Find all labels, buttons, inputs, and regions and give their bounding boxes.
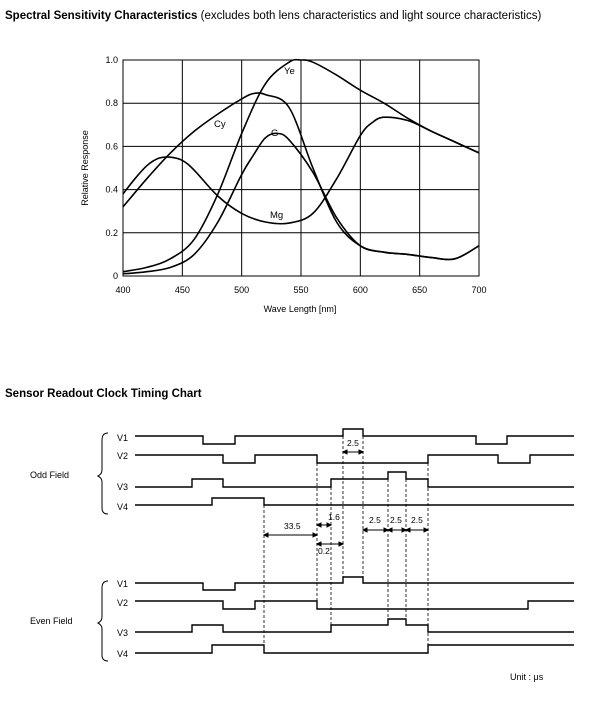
even-v4-waveform — [135, 645, 574, 653]
dim-label-33-5: 33.5 — [284, 521, 301, 531]
dim-label-0-2: 0.2 — [318, 546, 330, 556]
x-tick-label: 650 — [412, 285, 428, 295]
odd-v4-label: V4 — [117, 502, 129, 512]
even-v4-label: V4 — [117, 649, 129, 659]
odd-v3-waveform — [135, 472, 574, 487]
spectral-title-bold: Spectral Sensitivity Characteristics — [5, 10, 198, 22]
x-tick-label: 450 — [174, 285, 190, 295]
y-tick-label: 0.2 — [105, 227, 118, 238]
even-v3-waveform — [135, 619, 574, 632]
timing-unit-label: Unit : μs — [510, 672, 544, 682]
even-v2-label: V2 — [117, 598, 129, 608]
series-label-cy: Cy — [214, 119, 226, 130]
series-label-mg: Mg — [270, 210, 284, 221]
even-v1-label: V1 — [117, 579, 129, 589]
odd-v4-waveform — [135, 498, 574, 505]
odd-v3-label: V3 — [117, 482, 129, 492]
y-tick-label: 0.6 — [105, 141, 118, 152]
y-tick-label: 0.4 — [105, 184, 118, 195]
y-tick-label: 1.0 — [105, 55, 118, 65]
series-label-ye: Ye — [284, 66, 295, 77]
spectral-y-axis-label: Relative Response — [80, 130, 90, 206]
x-tick-label: 700 — [471, 285, 487, 295]
timing-title-text: Sensor Readout Clock Timing Chart — [5, 388, 202, 400]
spectral-x-axis-label: Wave Length [nm] — [263, 304, 337, 314]
timing-guide-lines — [264, 436, 428, 653]
dim-label-2-5-top: 2.5 — [347, 438, 359, 448]
dim-label-2-5-b: 2.5 — [390, 515, 402, 525]
even-v2-waveform — [135, 601, 574, 609]
spectral-title-note: (excludes both lens characteristics and light source characteristics) — [200, 10, 542, 22]
x-tick-label: 400 — [115, 285, 131, 295]
odd-field-bracket — [98, 433, 108, 514]
dim-label-1-6: 1.6 — [328, 512, 340, 522]
series-label-g: G — [271, 128, 279, 139]
odd-v2-label: V2 — [117, 451, 129, 461]
y-tick-label: 0.8 — [105, 98, 118, 109]
timing-dimension-arrows — [264, 450, 428, 546]
even-v3-label: V3 — [117, 628, 129, 638]
even-field-bracket — [98, 581, 108, 661]
even-v1-waveform — [135, 577, 574, 590]
y-tick-label: 0 — [112, 271, 118, 281]
x-tick-label: 550 — [293, 285, 309, 295]
x-tick-label: 600 — [352, 285, 368, 295]
even-field-label: Even Field — [30, 616, 73, 626]
dim-label-2-5-c: 2.5 — [411, 515, 423, 525]
odd-v2-waveform — [135, 455, 574, 463]
dim-label-2-5-a: 2.5 — [369, 515, 381, 525]
x-tick-label: 500 — [234, 285, 250, 295]
odd-v1-label: V1 — [117, 433, 129, 443]
odd-field-label: Odd Field — [30, 470, 70, 480]
